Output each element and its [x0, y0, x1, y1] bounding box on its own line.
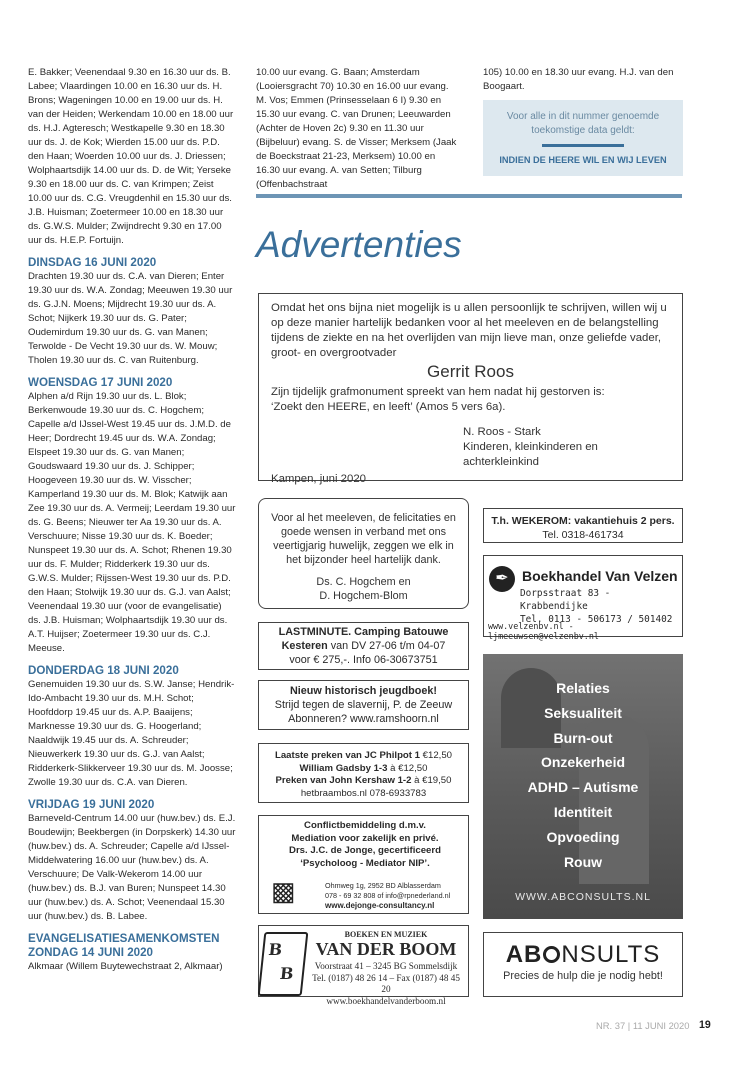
day-heading: DONDERDAG 18 JUNI 2020: [28, 664, 179, 677]
thanks-signature: D. Hogchem-Blom: [319, 590, 408, 602]
services-intro-text: E. Bakker; Veenendaal 9.30 en 16.30 uur ds. B. Labee; Vlaardingen 10.00 en 16.30 uur ds. H. Brons; Wageningen 10.00 en 19.00 uur ds. H. van der Heiden; Werkendam 10.00 en 18.00 uur ds. H.J. Agteresch; Westkapelle 9.30 en 18.30 uur ds. J. de Kok; Wierden 15.00 uur ds. P.D. den Haan; Woerden 10.00 uur ds. J. Driessen; Wolphaartsdijk 14.00 uur ds. D. de Wit; Yerseke 9.30 en 18.00 uur ds. C. van Krimpen; Zeist 10.00 uur ds. C.G. Vreugdenhil en 15.30 uur ds. J.B. Huisman; Zoetermeer 10.00 en 18.30 uur ds. G.W.S. Mulder; Zwijndrecht 9.30 en 17.00 uur ds. H.E.P. Fortuijn.: [28, 67, 234, 246]
day-heading: EVANGELISATIESAMENKOMSTEN ZONDAG 14 JUNI 2020: [28, 932, 220, 959]
topic-item: ADHD – Autisme: [527, 779, 639, 796]
camping-line: [259, 639, 468, 653]
day-services-text: Drachten 19.30 uur ds. C.A. van Dieren; Enter 19.30 uur ds. W.A. Zondag; Meeuwen 19.30 uur ds. G.J.N. Moens; Mijdrecht 19.30 uur ds. A. Schot; Nijkerk 19.30 uur ds. G. Pater; Oudemirdum 19.30 uur ds. G. van Manen; Terwolde - De Vecht 19.30 uur ds. W. Mouw; Tholen 19.30 uur ds. C. van Ruitenburg.: [28, 271, 233, 366]
logo-o-icon: [543, 946, 560, 963]
puzzle-icon: ▩: [271, 876, 296, 906]
velzen-street: Dorpsstraat 83 - Krabbendijke: [520, 588, 611, 612]
boom-address: Voorstraat 41 – 3245 BG Sommelsdijk: [314, 961, 458, 971]
notice-line: Voor alle in dit nummer genoemde: [506, 111, 660, 122]
day-services-text: Alkmaar (Willem Buytewechstraat 2, Alkmaar): [28, 961, 223, 972]
topic-item: Burn-out: [553, 729, 613, 746]
topic-item: Identiteit: [553, 803, 613, 820]
conflict-line: Conflictbemiddeling d.m.v.: [304, 820, 426, 831]
conflict-web[interactable]: www.dejonge-consultancy.nl: [325, 901, 435, 910]
conflict-text: [271, 820, 459, 870]
conflict-line: Drs. J.C. de Jonge, gecertificeerd: [289, 845, 441, 856]
section-rule: [256, 194, 682, 198]
notice-strong: INDIEN DE HEERE WIL EN WIJ LEVEN: [499, 155, 667, 165]
services-continued-text: 10.00 uur evang. G. Baan; Amsterdam (Looiersgracht 70) 10.30 en 16.00 uur evang. M. Vos; Emmen (Prinsesselaan 6 I) 9.30 en 15.30 uur evang. C. van Drunen; Leeuwarden (Achter de Hoven 2c) 9.30 en 11.30 uur (Bijbeluur) evang. S. de Visser; Merksem (Jaak de Boeckstraat 21-23, Merksem) 10.00 en 16.30 uur evang. A. van Setten; Tilburg (Offenbachstraat: [256, 67, 457, 190]
notice-divider: [542, 144, 624, 147]
bb-logo-icon: B B: [258, 932, 309, 996]
conflict-advertisement: [258, 815, 469, 914]
preken-contact[interactable]: hetbraambos.nl 078-6933783: [300, 787, 427, 799]
abconsults-photo-ad: [483, 654, 683, 919]
logo-part: AB: [505, 941, 543, 968]
topic-item: Rouw: [563, 853, 603, 870]
services-continued-text: 105) 10.00 en 18.30 uur evang. H.J. van den Boogaart.: [483, 67, 674, 92]
issue-info: NR. 37 | 11 JUNI 2020: [596, 1020, 690, 1031]
memorial-text: Omdat het ons bijna niet mogelijk is u allen persoonlijk te schrijven, willen wij u op deze manier hartelijk bedanken voor al het meeleven en de belangstelling tijdens de ziekte en na het overlijden van mijn lieve man, onze geliefde vader, groot- en overgrootvader: [271, 302, 667, 359]
topic-item: Relaties: [556, 680, 610, 696]
velzen-phone: Tel. 0113 - 506173 / 501402: [520, 614, 673, 625]
topic-item: Seksualiteit: [544, 704, 622, 721]
day-section: [28, 798, 236, 924]
preken-title: William Gadsby 1-3: [299, 762, 388, 774]
velzen-name: Boekhandel Van Velzen: [522, 568, 678, 584]
abconsults-logo: [484, 941, 682, 969]
abconsults-tagline: Precies de hulp die je nodig hebt!: [503, 970, 663, 982]
wekerom-advertisement: [483, 508, 683, 543]
wekerom-phone: Tel. 0318-461734: [542, 529, 624, 541]
jeugdboek-link[interactable]: Abonneren? www.ramshoorn.nl: [288, 713, 439, 725]
memorial-place-date: Kampen, juni 2020: [271, 473, 366, 485]
preken-advertisement: [258, 743, 469, 803]
section-title: Advertenties: [256, 224, 462, 265]
preken-price: €12,50: [420, 750, 453, 761]
boom-phone: Tel. (0187) 48 26 14 – Fax (0187) 48 45 20: [312, 972, 460, 994]
boom-contact: [307, 961, 465, 1007]
abconsults-logo-box: [483, 932, 683, 997]
day-heading: WOENSDAG 17 JUNI 2020: [28, 376, 173, 389]
thanks-text: Voor al het meeleven, de felicitaties en goede wensen in verband met ons veertigjarig huwelijk, zeggen we elk in het bijzonder heel hartelijk dank.: [271, 512, 456, 566]
memorial-line: Zijn tijdelijk grafmonument spreekt van hem nadat hij gestorven is:: [271, 386, 605, 398]
logo-part: NSULTS: [561, 941, 661, 968]
day-services-text: Genemuiden 19.30 uur ds. S.W. Janse; Hendrik-Ido-Ambacht 19.30 uur ds. M.H. Schot; Hoofddorp 19.45 uur ds. A.P. Baaijens; Marknesse 19.30 uur ds. G. Hoogerland; Naaldwijk 19.45 uur ds. A. Schreuder; Nieuwerkerk 19.30 uur ds. G.J. van Aalst; Ridderkerk-Slikkerveer 19.30 uur ds. M. Joosse; Zwolle 19.30 uur ds. C.A. van Dieren.: [28, 679, 235, 788]
day-section: [28, 664, 236, 790]
memorial-signature: Kinderen, kleinkinderen en achterkleinkind: [463, 441, 598, 468]
day-section: [28, 256, 236, 368]
preken-price: à €12,50: [387, 762, 428, 774]
boom-advertisement: [258, 925, 469, 1006]
abconsults-web[interactable]: WWW.ABCONSULTS.NL: [515, 891, 651, 903]
preken-price: à €19,50: [411, 775, 452, 786]
camping-advertisement: [258, 622, 469, 670]
notice-line: toekomstige data geldt:: [531, 125, 635, 136]
day-heading: VRIJDAG 19 JUNI 2020: [28, 798, 155, 811]
church-services-column-3: [483, 66, 683, 94]
day-heading: DINSDAG 16 JUNI 2020: [28, 256, 157, 269]
memorial-advertisement: [258, 293, 683, 485]
wekerom-title: T.h. WEKEROM: vakantiehuis 2 pers.: [491, 515, 675, 527]
day-services-text: Alphen a/d Rijn 19.30 uur ds. L. Blok; Berkenwoude 19.30 uur ds. C. Hogchem; Capelle a/d IJssel-West 19.45 uur ds. J.M.D. de Heer; Dordrecht 19.45 uur ds. W.A. Zondag; Elspeet 19.30 uur ds. G. van Manen; Goudswaard 19.30 uur ds. J. Schipper; Hoogeveen 19.30 uur ds. W. Visscher; Kamperland 19.30 uur ds. M. Blok; Katwijk aan Zee 19.30 uur ds. A. Vermeij; Leerdam 19.30 uur ds. G. Beens; Nieuwer ter Aa 19.30 uur ds. A. Verschuure; Nisse 19.30 uur ds. K. Boeder; Nunspeet 19.30 uur ds. A. Schot; Rhenen 19.30 uur ds. F. Mulder; Ridderkerk 19.30 uur ds. G.W.S. Mulder; Rijssen-West 19.30 uur ds. P.D. den Haan; Stolwijk 19.30 uur ds. G.J. van Aalst; Veenendaal 19.30 uur (voor de evangelisatie) ds. J.B. Huisman; Wolphaartsdijk 19.30 uur ds. A.T. Huijser; Zoetermeer 19.30 uur ds. C.J. Meeuse.: [28, 391, 236, 654]
conflict-phone: 078 - 69 32 808 of info@rpnederland.nl: [325, 891, 451, 900]
velzen-web[interactable]: www.velzenbv.nl - ljmeeuwsen@velzenbv.nl: [488, 621, 599, 641]
camping-dates: van DV 27-06 t/m 04-07: [327, 640, 446, 652]
camping-place: Kesteren: [281, 640, 328, 652]
book-feather-icon: ✒: [489, 566, 515, 592]
church-services-column-1: [28, 66, 236, 974]
church-services-column-2: [256, 66, 461, 192]
abconsults-topics: [483, 676, 683, 874]
jeugdboek-advertisement: [258, 680, 469, 730]
day-section: [28, 932, 236, 974]
preken-title: Preken van John Kershaw 1-2: [275, 775, 412, 786]
memorial-quote: ‘Zoekt den HEERE, en leeft’ (Amos 5 vers 6a).: [271, 401, 506, 413]
thanks-signature: Ds. C. Hogchem en: [316, 576, 411, 588]
velzen-advertisement: [483, 555, 683, 641]
day-section: [28, 376, 236, 656]
jeugdboek-line: Strijd tegen de slavernij, P. de Zeeuw: [274, 699, 453, 711]
deceased-name: Gerrit Roos: [427, 362, 514, 381]
camping-title: LASTMINUTE. Camping Batouwe: [278, 626, 449, 638]
boom-web[interactable]: www.boekhandelvanderboom.nl: [326, 995, 446, 1006]
future-dates-notice: [483, 100, 683, 176]
boom-top: BOEKEN EN MUZIEK: [344, 930, 428, 939]
jeugdboek-title: Nieuw historisch jeugdboek!: [290, 685, 437, 697]
conflict-contact: [325, 881, 450, 911]
camping-price: voor € 275,-. Info 06-30673751: [289, 654, 438, 666]
boom-name: VAN DER BOOM: [315, 939, 457, 959]
thanks-advertisement: [258, 498, 469, 609]
conflict-line: ‘Psycholoog - Mediator NIP’.: [300, 857, 430, 869]
topic-item: Onzekerheid: [540, 754, 626, 771]
day-services-text: Barneveld-Centrum 14.00 uur (huw.bev.) ds. E.J. Boudewijn; Beekbergen (in Dorpskerk) 14.30 uur (huw.bev.) ds. A. Schreuder; Capelle a/d IJssel-Middelwatering 16.00 uur (huw.bev.) ds. A. Verschuure; De Valk-Wekerom 14.00 uur (huw.bev.) ds. B.J. van Buren; Nunspeet 14.30 uur (huw.bev.) ds. A. Schot; Veenendaal 15.30 uur (huw.bev.) ds. B. Labee.: [28, 813, 236, 922]
page-number: 19: [699, 1019, 711, 1031]
conflict-address: Ohmweg 1g, 2952 BD Alblasserdam: [325, 881, 441, 890]
conflict-line: Mediation voor zakelijk en privé.: [291, 832, 439, 844]
memorial-signature: N. Roos - Stark: [463, 426, 541, 438]
preken-title: Laatste preken van JC Philpot 1: [274, 750, 420, 761]
topic-item: Opvoeding: [546, 828, 620, 845]
